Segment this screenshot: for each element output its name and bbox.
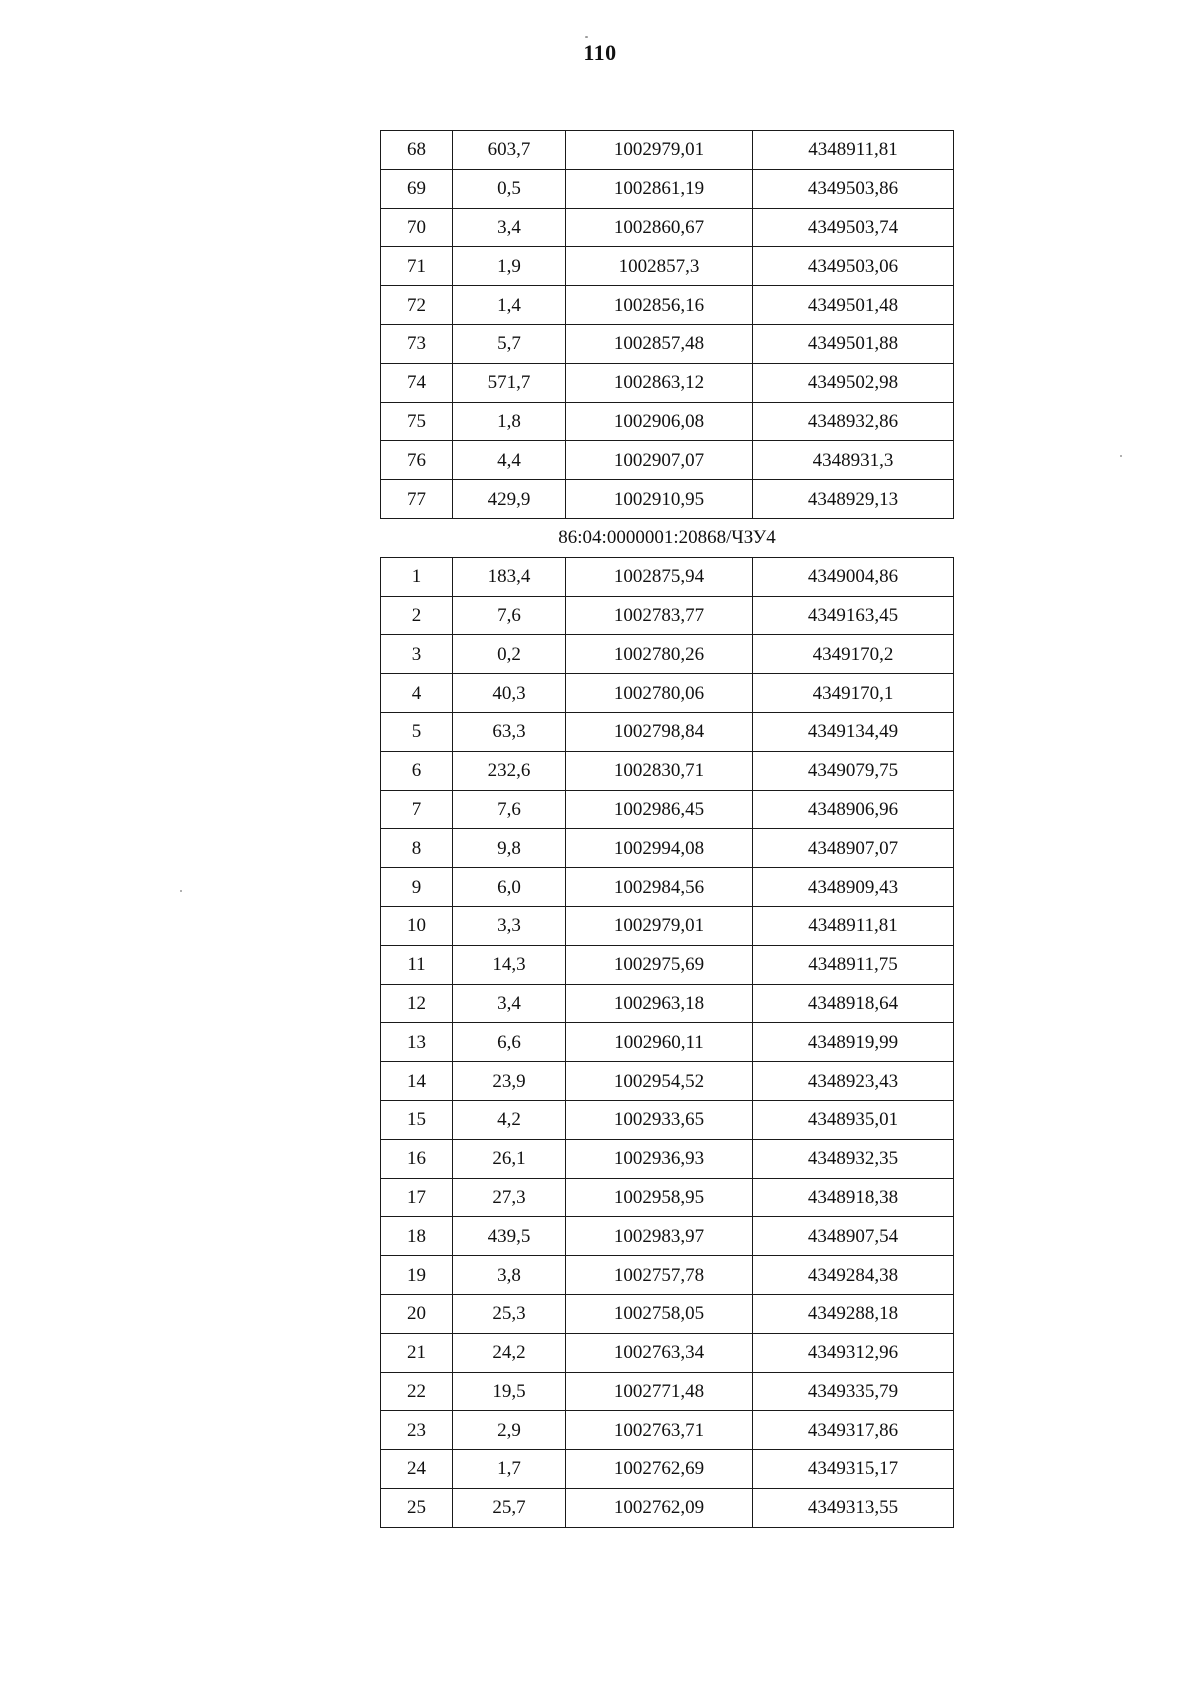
table-row (381, 1217, 954, 1256)
x-coordinate-cell: 1002780,06 (566, 674, 753, 713)
distance-cell: 63,3 (453, 712, 566, 751)
distance-cell: 6,0 (453, 868, 566, 907)
x-coordinate-cell: 1002863,12 (566, 363, 753, 402)
x-coordinate-cell: 1002958,95 (566, 1178, 753, 1217)
x-coordinate-cell: 1002783,77 (566, 596, 753, 635)
y-coordinate-cell: 4348932,86 (753, 402, 954, 441)
x-coordinate-cell: 1002979,01 (566, 131, 753, 170)
table-row (381, 1256, 954, 1295)
y-coordinate-cell: 4348918,64 (753, 984, 954, 1023)
y-coordinate-cell: 4348932,35 (753, 1139, 954, 1178)
point-number-cell: 23 (381, 1411, 453, 1450)
x-coordinate-cell: 1002954,52 (566, 1062, 753, 1101)
point-number-cell: 71 (381, 247, 453, 286)
x-coordinate-cell: 1002830,71 (566, 751, 753, 790)
point-number-cell: 6 (381, 751, 453, 790)
point-number-cell: 5 (381, 712, 453, 751)
point-number-cell: 11 (381, 945, 453, 984)
point-number-cell: 68 (381, 131, 453, 170)
table-row (381, 984, 954, 1023)
distance-cell: 25,3 (453, 1294, 566, 1333)
point-number-cell: 77 (381, 480, 453, 519)
point-number-cell: 75 (381, 402, 453, 441)
distance-cell: 4,4 (453, 441, 566, 480)
point-number-cell: 18 (381, 1217, 453, 1256)
table-row (381, 1450, 954, 1489)
point-number-cell: 13 (381, 1023, 453, 1062)
x-coordinate-cell: 1002762,09 (566, 1488, 753, 1527)
table-row (381, 1372, 954, 1411)
x-coordinate-cell: 1002798,84 (566, 712, 753, 751)
y-coordinate-cell: 4349503,86 (753, 169, 954, 208)
y-coordinate-cell: 4349313,55 (753, 1488, 954, 1527)
table-row (381, 1178, 954, 1217)
table-row (381, 635, 954, 674)
y-coordinate-cell: 4348918,38 (753, 1178, 954, 1217)
x-coordinate-cell: 1002762,69 (566, 1450, 753, 1489)
distance-cell: 26,1 (453, 1139, 566, 1178)
distance-cell: 19,5 (453, 1372, 566, 1411)
scan-speck (585, 36, 588, 38)
point-number-cell: 9 (381, 868, 453, 907)
y-coordinate-cell: 4348911,75 (753, 945, 954, 984)
distance-cell: 7,6 (453, 596, 566, 635)
y-coordinate-cell: 4348907,54 (753, 1217, 954, 1256)
y-coordinate-cell: 4348923,43 (753, 1062, 954, 1101)
table-row (381, 557, 954, 596)
y-coordinate-cell: 4349004,86 (753, 557, 954, 596)
y-coordinate-cell: 4349284,38 (753, 1256, 954, 1295)
y-coordinate-cell: 4349503,74 (753, 208, 954, 247)
distance-cell: 9,8 (453, 829, 566, 868)
point-number-cell: 74 (381, 363, 453, 402)
x-coordinate-cell: 1002757,78 (566, 1256, 753, 1295)
distance-cell: 0,2 (453, 635, 566, 674)
x-coordinate-cell: 1002983,97 (566, 1217, 753, 1256)
x-coordinate-cell: 1002763,34 (566, 1333, 753, 1372)
table-row (381, 1294, 954, 1333)
distance-cell: 4,2 (453, 1100, 566, 1139)
x-coordinate-cell: 1002936,93 (566, 1139, 753, 1178)
table-row (381, 945, 954, 984)
y-coordinate-cell: 4349288,18 (753, 1294, 954, 1333)
table-row (381, 131, 954, 170)
y-coordinate-cell: 4349079,75 (753, 751, 954, 790)
table-row (381, 712, 954, 751)
distance-cell: 0,5 (453, 169, 566, 208)
x-coordinate-cell: 1002994,08 (566, 829, 753, 868)
section-title: 86:04:0000001:20868/ЧЗУ4 (381, 518, 954, 557)
table-row (381, 247, 954, 286)
x-coordinate-cell: 1002763,71 (566, 1411, 753, 1450)
x-coordinate-cell: 1002771,48 (566, 1372, 753, 1411)
table-row (381, 1488, 954, 1527)
y-coordinate-cell: 4349502,98 (753, 363, 954, 402)
table-row (381, 1333, 954, 1372)
distance-cell: 571,7 (453, 363, 566, 402)
y-coordinate-cell: 4348907,07 (753, 829, 954, 868)
table-row (381, 906, 954, 945)
distance-cell: 3,4 (453, 984, 566, 1023)
distance-cell: 23,9 (453, 1062, 566, 1101)
distance-cell: 25,7 (453, 1488, 566, 1527)
y-coordinate-cell: 4348931,3 (753, 441, 954, 480)
table-row (381, 868, 954, 907)
table-row (381, 1100, 954, 1139)
distance-cell: 1,8 (453, 402, 566, 441)
distance-cell: 439,5 (453, 1217, 566, 1256)
x-coordinate-cell: 1002933,65 (566, 1100, 753, 1139)
x-coordinate-cell: 1002986,45 (566, 790, 753, 829)
distance-cell: 183,4 (453, 557, 566, 596)
table-row (381, 829, 954, 868)
y-coordinate-cell: 4348919,99 (753, 1023, 954, 1062)
point-number-cell: 10 (381, 906, 453, 945)
x-coordinate-cell: 1002906,08 (566, 402, 753, 441)
table-row (381, 208, 954, 247)
y-coordinate-cell: 4349501,48 (753, 286, 954, 325)
y-coordinate-cell: 4348911,81 (753, 906, 954, 945)
distance-cell: 1,7 (453, 1450, 566, 1489)
x-coordinate-cell: 1002857,3 (566, 247, 753, 286)
table-row (381, 1023, 954, 1062)
section-header-row (381, 518, 954, 557)
point-number-cell: 1 (381, 557, 453, 596)
x-coordinate-cell: 1002984,56 (566, 868, 753, 907)
scan-speck (180, 890, 182, 892)
point-number-cell: 8 (381, 829, 453, 868)
x-coordinate-cell: 1002856,16 (566, 286, 753, 325)
point-number-cell: 7 (381, 790, 453, 829)
distance-cell: 1,4 (453, 286, 566, 325)
y-coordinate-cell: 4348935,01 (753, 1100, 954, 1139)
coordinates-table (380, 130, 954, 1528)
distance-cell: 3,4 (453, 208, 566, 247)
point-number-cell: 24 (381, 1450, 453, 1489)
y-coordinate-cell: 4349170,1 (753, 674, 954, 713)
y-coordinate-cell: 4349501,88 (753, 324, 954, 363)
x-coordinate-cell: 1002960,11 (566, 1023, 753, 1062)
x-coordinate-cell: 1002910,95 (566, 480, 753, 519)
point-number-cell: 20 (381, 1294, 453, 1333)
x-coordinate-cell: 1002780,26 (566, 635, 753, 674)
x-coordinate-cell: 1002857,48 (566, 324, 753, 363)
point-number-cell: 21 (381, 1333, 453, 1372)
distance-cell: 1,9 (453, 247, 566, 286)
distance-cell: 429,9 (453, 480, 566, 519)
point-number-cell: 72 (381, 286, 453, 325)
table-row (381, 363, 954, 402)
x-coordinate-cell: 1002979,01 (566, 906, 753, 945)
table-row (381, 1139, 954, 1178)
y-coordinate-cell: 4349317,86 (753, 1411, 954, 1450)
y-coordinate-cell: 4349335,79 (753, 1372, 954, 1411)
table-row (381, 674, 954, 713)
table-row (381, 402, 954, 441)
point-number-cell: 3 (381, 635, 453, 674)
page-number: 110 (583, 40, 617, 65)
point-number-cell: 73 (381, 324, 453, 363)
y-coordinate-cell: 4349503,06 (753, 247, 954, 286)
y-coordinate-cell: 4349170,2 (753, 635, 954, 674)
distance-cell: 27,3 (453, 1178, 566, 1217)
y-coordinate-cell: 4349315,17 (753, 1450, 954, 1489)
point-number-cell: 16 (381, 1139, 453, 1178)
y-coordinate-cell: 4348929,13 (753, 480, 954, 519)
coordinates-table-body (381, 131, 954, 1528)
x-coordinate-cell: 1002907,07 (566, 441, 753, 480)
point-number-cell: 19 (381, 1256, 453, 1295)
distance-cell: 40,3 (453, 674, 566, 713)
x-coordinate-cell: 1002963,18 (566, 984, 753, 1023)
point-number-cell: 25 (381, 1488, 453, 1527)
distance-cell: 232,6 (453, 751, 566, 790)
distance-cell: 3,8 (453, 1256, 566, 1295)
y-coordinate-cell: 4349163,45 (753, 596, 954, 635)
point-number-cell: 2 (381, 596, 453, 635)
distance-cell: 5,7 (453, 324, 566, 363)
table-row (381, 751, 954, 790)
y-coordinate-cell: 4348909,43 (753, 868, 954, 907)
distance-cell: 7,6 (453, 790, 566, 829)
point-number-cell: 70 (381, 208, 453, 247)
table-row (381, 286, 954, 325)
point-number-cell: 69 (381, 169, 453, 208)
x-coordinate-cell: 1002861,19 (566, 169, 753, 208)
distance-cell: 2,9 (453, 1411, 566, 1450)
table-row (381, 480, 954, 519)
distance-cell: 603,7 (453, 131, 566, 170)
distance-cell: 3,3 (453, 906, 566, 945)
point-number-cell: 12 (381, 984, 453, 1023)
point-number-cell: 17 (381, 1178, 453, 1217)
x-coordinate-cell: 1002875,94 (566, 557, 753, 596)
table-row (381, 324, 954, 363)
distance-cell: 14,3 (453, 945, 566, 984)
table-row (381, 441, 954, 480)
table-row (381, 596, 954, 635)
point-number-cell: 4 (381, 674, 453, 713)
table-row (381, 1062, 954, 1101)
table-row (381, 1411, 954, 1450)
y-coordinate-cell: 4349134,49 (753, 712, 954, 751)
y-coordinate-cell: 4349312,96 (753, 1333, 954, 1372)
x-coordinate-cell: 1002758,05 (566, 1294, 753, 1333)
point-number-cell: 15 (381, 1100, 453, 1139)
x-coordinate-cell: 1002860,67 (566, 208, 753, 247)
point-number-cell: 76 (381, 441, 453, 480)
distance-cell: 24,2 (453, 1333, 566, 1372)
y-coordinate-cell: 4348911,81 (753, 131, 954, 170)
point-number-cell: 22 (381, 1372, 453, 1411)
x-coordinate-cell: 1002975,69 (566, 945, 753, 984)
y-coordinate-cell: 4348906,96 (753, 790, 954, 829)
table-row (381, 169, 954, 208)
distance-cell: 6,6 (453, 1023, 566, 1062)
scan-speck (1120, 455, 1122, 457)
table-row (381, 790, 954, 829)
point-number-cell: 14 (381, 1062, 453, 1101)
